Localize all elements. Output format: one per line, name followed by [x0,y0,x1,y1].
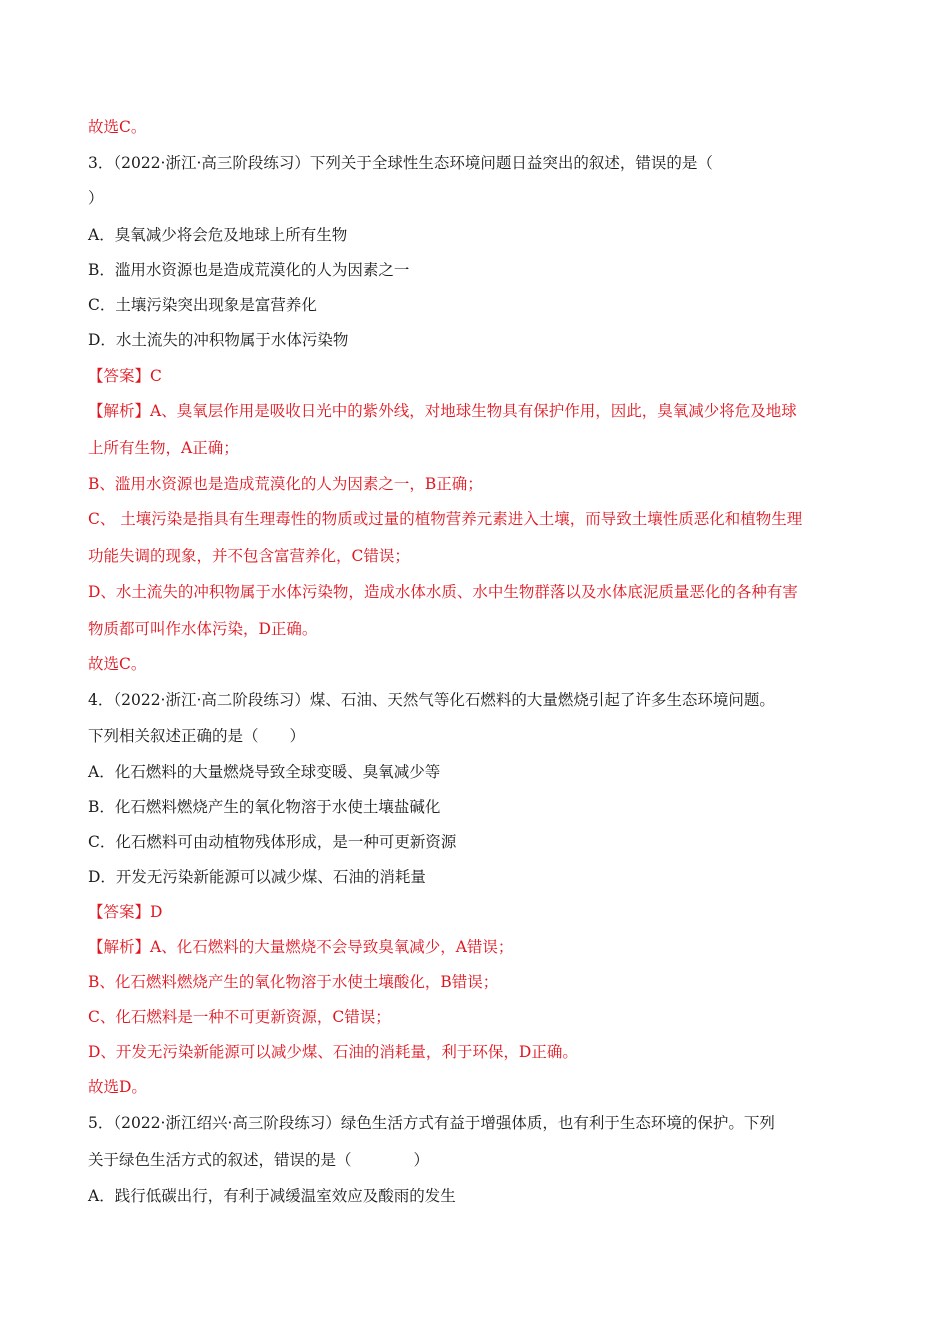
q3-option-d: D．水土流失的冲积物属于水体污染物 [88,331,349,349]
q3-stem-line1: 3．（2022·浙江·高三阶段练习）下列关于全球性生态环境问题日益突出的叙述，错误的是（ [88,154,713,172]
q3-analysis-line6: D、水土流失的冲积物属于水体污染物，造成水体水质、水中生物群落以及水体底泥质量恶化的各种有害 [88,583,798,601]
q3-option-a: A．臭氧减少将会危及地球上所有生物 [88,226,348,244]
q3-analysis-line4: C、 土壤污染是指具有生理毒性的物质或过量的植物营养元素进入土壤，而导致土壤性质恶化和植物生理 [88,510,803,528]
q3-option-b: B．滥用水资源也是造成荒漠化的人为因素之一 [88,261,410,279]
q4-option-a: A．化石燃料的大量燃烧导致全球变暖、臭氧减少等 [88,763,441,781]
q4-analysis-line4: D、开发无污染新能源可以减少煤、石油的消耗量，利于环保，D正确。 [88,1043,578,1061]
q3-analysis-line3: B、滥用水资源也是造成荒漠化的人为因素之一，B正确； [88,475,483,493]
q4-answer: 【答案】D [88,903,163,921]
q4-stem-line2: 下列相关叙述正确的是（ ） [88,727,306,745]
q4-analysis-line1: 【解析】A、化石燃料的大量燃烧不会导致臭氧减少，A错误； [88,938,514,956]
q3-analysis-line1: 【解析】A、臭氧层作用是吸收日光中的紫外线，对地球生物具有保护作用，因此，臭氧减少将危及地球 [88,402,797,420]
q3-conclusion: 故选C。 [88,655,147,673]
q5-stem-line2: 关于绿色生活方式的叙述，错误的是（ ） [88,1151,430,1169]
q5-option-a: A．践行低碳出行，有利于减缓温室效应及酸雨的发生 [88,1187,456,1205]
q4-analysis-line3: C、化石燃料是一种不可更新资源，C错误； [88,1008,391,1026]
q4-conclusion: 故选D。 [88,1078,147,1096]
q3-option-c: C．土壤污染突出现象是富营养化 [88,296,317,314]
q3-analysis-line7: 物质都可叫作水体污染，D正确。 [88,620,318,638]
q3-answer: 【答案】C [88,367,162,385]
q2-conclusion: 故选C。 [88,118,147,136]
q4-stem-line1: 4．（2022·浙江·高二阶段练习）煤、石油、天然气等化石燃料的大量燃烧引起了许多生态环境问题。 [88,691,775,709]
q3-stem-line2: ） [88,189,104,207]
q4-option-b: B．化石燃料燃烧产生的氧化物溶于水使土壤盐碱化 [88,798,441,816]
q3-analysis-line2: 上所有生物，A正确； [88,439,239,457]
q4-analysis-line2: B、化石燃料燃烧产生的氧化物溶于水使土壤酸化，B错误； [88,973,499,991]
q4-option-d: D．开发无污染新能源可以减少煤、石油的消耗量 [88,868,426,886]
q5-stem-line1: 5．（2022·浙江绍兴·高三阶段练习）绿色生活方式有益于增强体质，也有利于生态环境的保护。下列 [88,1114,775,1132]
q3-analysis-line5: 功能失调的现象，并不包含富营养化，C错误； [88,547,410,565]
q4-option-c: C．化石燃料可由动植物残体形成，是一种可更新资源 [88,833,457,851]
